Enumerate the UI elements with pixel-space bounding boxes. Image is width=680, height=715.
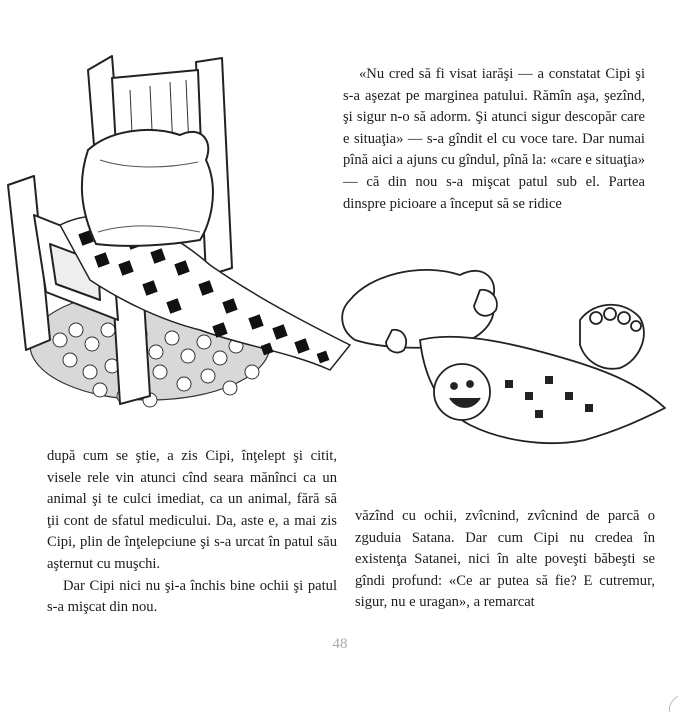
paragraph-bottom-right (355, 506, 655, 614)
paragraph-top-right (343, 64, 645, 215)
falling-character-icon (342, 270, 665, 443)
paragraph-text: Dar Cipi nici nu şi-a închis bine ochii şi patul s-a mişcat din nou. (47, 577, 337, 616)
page-curl-icon (664, 694, 680, 714)
paragraph-text: «Nu cred să fi visat iarăşi — a constatat Cipi şi s-a aşezat pe marginea patului. Rămîn aşa, şezînd, şi sigur n-o să adorm. Şi atunci sigur descopăr care e situaţia» — s-a gîndit el cu voce tare. Dar numai pînă aici a ajuns cu gîndul, pînă la: «care e situaţia» — că din nou s-a mişcat patul sub el. Partea dinspre picioare a început să se ridice (343, 66, 645, 212)
paragraph-text: după cum se ştie, a zis Cipi, înţelept şi citit, visele rele vin atunci cînd seara mănînci ca un animal şi te culci imediat, ca un animal, fără să ţii cont de sfatul medicului. Da, aste e, a mai zis Cipi, plin de înţelepciune şi s-a urcat în patul său aşternut cu muşchi. (47, 448, 337, 572)
paragraph-bottom-left (47, 446, 337, 619)
page-number: 48 (332, 636, 348, 652)
paragraph-text: văzînd cu ochii, zvîcnind, zvîcnind de parcă o zguduia Satana. Dar cum Cipi nu credea în existenţa Satanei, nici în alte poveşti băbeşti se gîndi profund: «Ce ar putea să fie? E cutremur, sigur, nu e uragan», a remarcat (355, 508, 655, 611)
pillow-icon (82, 130, 213, 246)
